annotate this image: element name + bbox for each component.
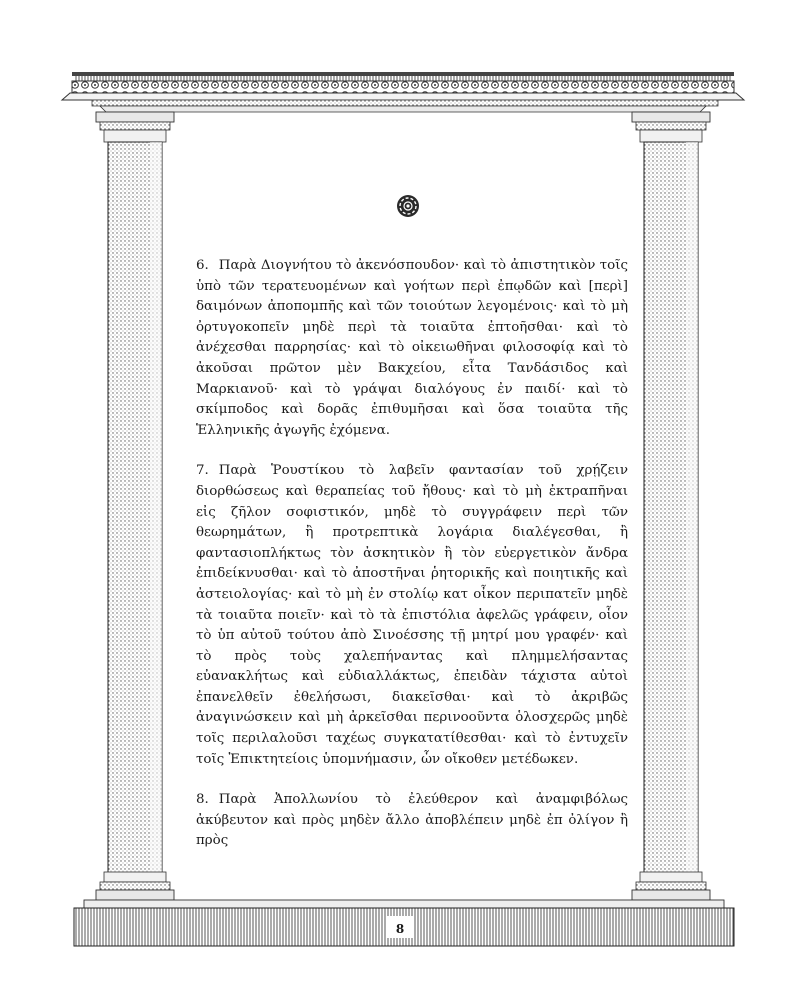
left-column (96, 112, 174, 902)
entablature (62, 72, 744, 112)
paragraph-text: Παρὰ Ἀπολλωνίου τὸ ἐλεύθερον καὶ ἀναμφιβόλως ἀκύβευτον καὶ πρὸς μηδὲν ἄλλο ἀποβλέπειν μηδὲ ἐπ ὀλίγον ἢ πρὸς (196, 792, 628, 849)
paragraph-number: 8. (196, 792, 209, 808)
rosette-icon (397, 195, 419, 217)
right-column (632, 112, 710, 902)
text-block (196, 256, 628, 872)
paragraph-number: 6. (196, 258, 209, 273)
paragraph-text: Παρὰ Ῥουστίκου τὸ λαβεῖν φαντασίαν τοῦ χρῄζειν διορθώσεως καὶ θεραπείας τοῦ ἤθους· καὶ τὸ μὴ ἐκτραπῆναι εἰς ζῆλον σοφιστικόν, μηδὲ τὸ συγγράφειν περὶ τῶν θεωρημάτων, ἢ προτρεπτικὰ λογάρια διαλέγεσθαι, ἢ φαντασιοπλήκτως τὸν ἀσκητικὸν ἢ τὸν εὐεργετικὸν ἄνδρα ἐπιδείκνυσθαι· καὶ τὸ ἀποστῆναι ῥητορικῆς καὶ ποιητικῆς καὶ ἀστειολογίας· καὶ τὸ μὴ ἐν στολίῳ κατ οἶκον περιπατεῖν μηδὲ τὰ τοιαῦτα ποιεῖν· καὶ τὸ τὰ ἐπιστόλια ἀφελῶς γράφειν, οἷον τὸ ὑπ αὐτοῦ τούτου ἀπὸ Σινοέσσης τῇ μητρί μου γραφέν· καὶ τὸ πρὸς τοὺς χαλεπήναντας καὶ πλημμελήσαντας εὐανακλήτως καὶ εὐδιαλλάκτως, ἐπειδὰν τάχιστα αὐτοὶ ἐπανελθεῖν ἐθελήσωσι, διακεῖσθαι· καὶ τὸ ἀκριβῶς ἀναγινώσκειν καὶ μὴ ἀρκεῖσθαι περινοοῦντα ὁλοσχερῶς μηδὲ τοῖς περιλαλοῦσι ταχέως συγκατατίθεσθαι· καὶ τὸ ἐντυχεῖν τοῖς Ἐπικτητείοις ὑπομνήμασιν, ὧν οἴκοθεν μετέδωκεν. (196, 463, 628, 767)
paragraph-number: 7. (196, 463, 209, 479)
paragraph-7 (196, 461, 628, 770)
paragraph-8 (196, 790, 628, 852)
page-number: 8 (395, 922, 405, 936)
paragraph-6 (196, 256, 628, 441)
paragraph-text: Παρὰ Διογνήτου τὸ ἀκενόσπουδον· καὶ τὸ ἀπιστητικὸν τοῖς ὑπὸ τῶν τερατευομένων καὶ γοήτων περὶ ἐπῳδῶν καὶ [περὶ] δαιμόνων ἀποπομπῆς καὶ τῶν τοιούτων λεγομένοις· καὶ τὸ μὴ ὀρτυγοκοπεῖν μηδὲ περὶ τὰ τοιαῦτα ἐπτοῆσθαι· καὶ τὸ ἀνέχεσθαι παρρησίας· καὶ τὸ οἰκειωθῆναι φιλοσοφίᾳ καὶ τὸ ἀκοῦσαι πρῶτον μὲν Βακχείου, εἶτα Τανδάσιδος καὶ Μαρκιανοῦ· καὶ τὸ γράψαι διαλόγους ἐν παιδί· καὶ τὸ σκίμποδος καὶ δορᾶς ἐπιθυμῆσαι καὶ ὅσα τοιαῦτα τῆς Ἑλληνικῆς ἀγωγῆς ἐχόμενα. (196, 258, 628, 438)
